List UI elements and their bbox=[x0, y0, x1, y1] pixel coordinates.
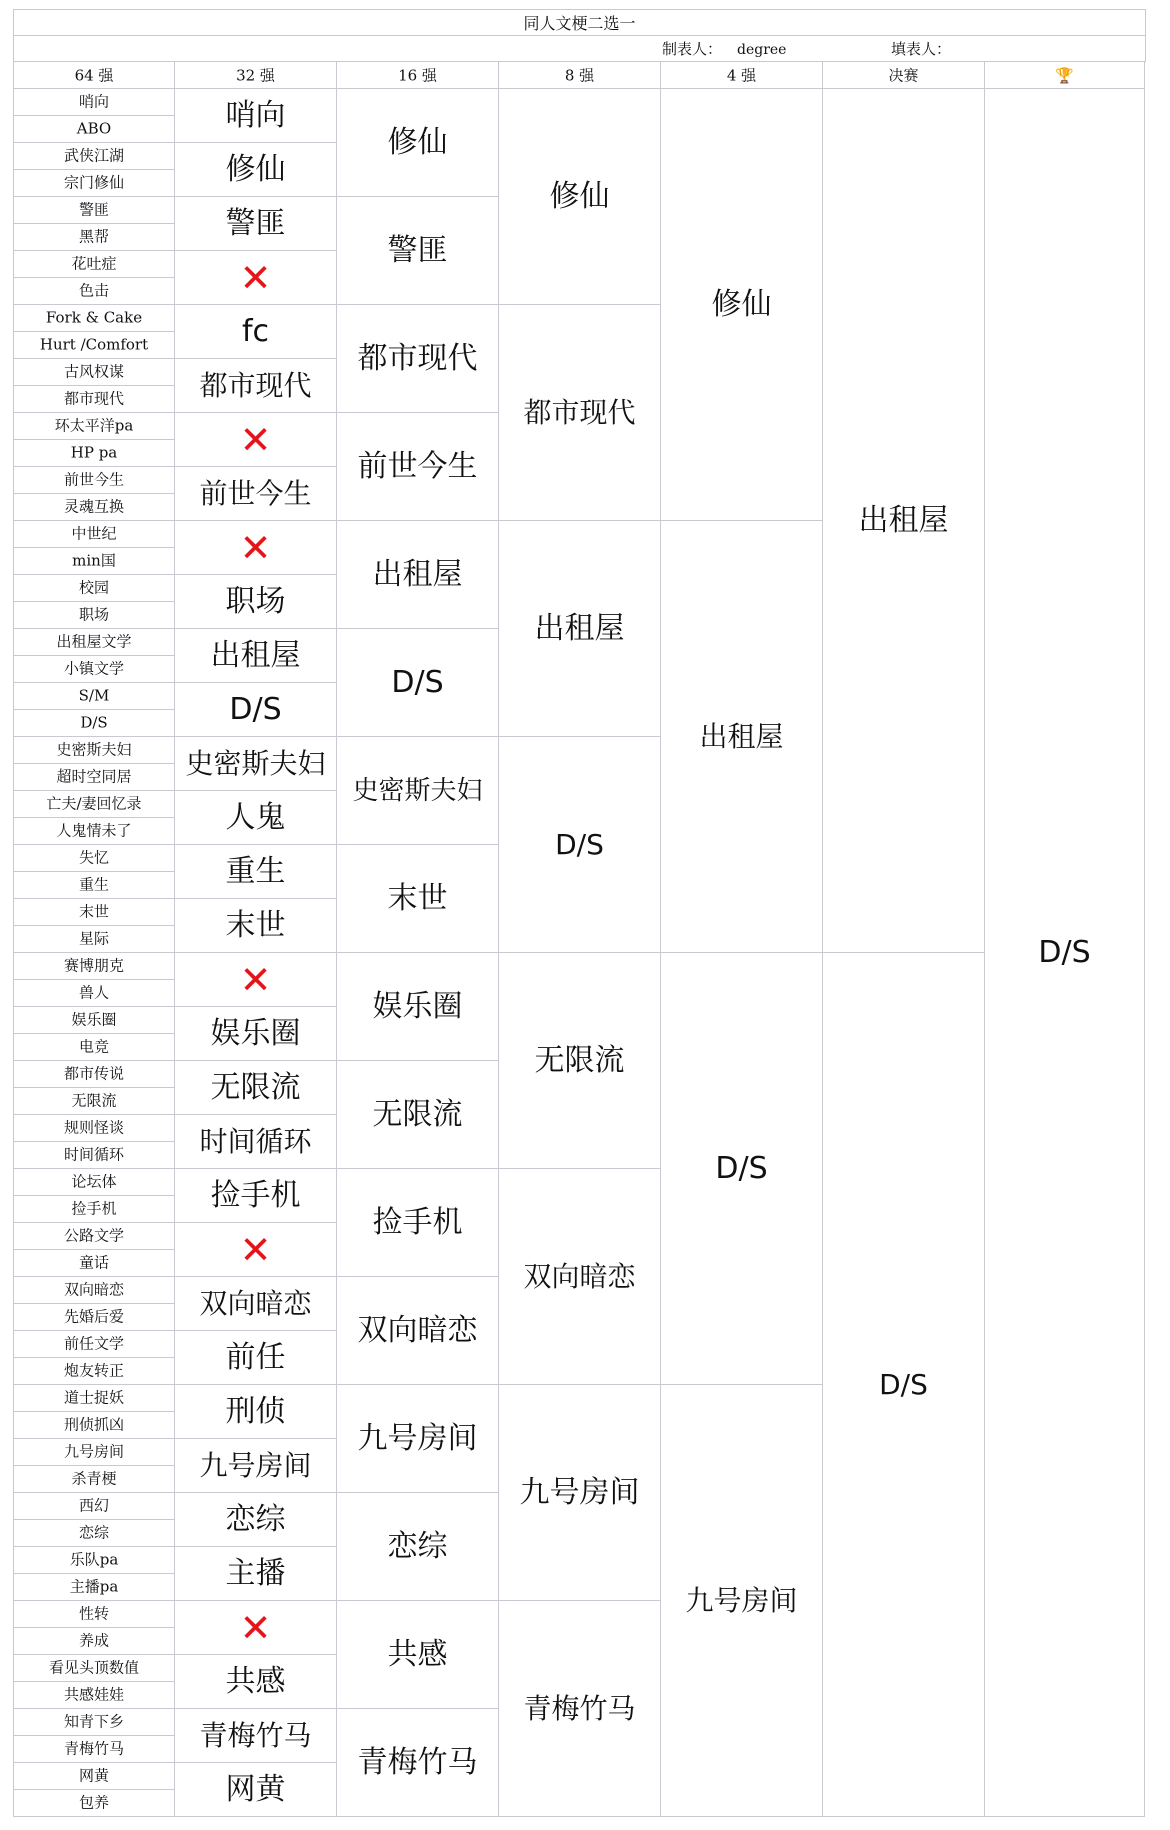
r64-cell bbox=[13, 1574, 175, 1601]
r64-cell bbox=[13, 251, 175, 278]
r32-cell bbox=[175, 1277, 337, 1331]
r64-cell bbox=[13, 737, 175, 764]
r32-cell bbox=[175, 1709, 337, 1763]
filler-label: 填表人： bbox=[891, 40, 952, 58]
r64-cell bbox=[13, 1520, 175, 1547]
header-label: 64 强 bbox=[74, 66, 114, 85]
r64-entry: 先婚后爱 bbox=[63, 1307, 125, 1326]
r16-cell bbox=[337, 845, 499, 953]
r64-entry: 小镇文学 bbox=[63, 659, 125, 678]
r32-entry: 史密斯夫妇 bbox=[185, 746, 326, 780]
r16-entry: 共感 bbox=[387, 1636, 448, 1672]
r64-cell bbox=[13, 143, 175, 170]
r8-entry: 双向暗恋 bbox=[523, 1259, 636, 1293]
r8-cell bbox=[499, 953, 661, 1169]
r64-cell bbox=[13, 602, 175, 629]
r64-entry: 色击 bbox=[78, 281, 110, 300]
r8-cell bbox=[499, 737, 661, 953]
r32-cell bbox=[175, 1493, 337, 1547]
r8-entry: 都市现代 bbox=[523, 395, 636, 429]
r16-entry: 出租屋 bbox=[372, 556, 463, 592]
r32-entry: 人鬼 bbox=[225, 799, 286, 835]
r16-cell bbox=[337, 1709, 499, 1817]
r64-cell bbox=[13, 1628, 175, 1655]
r64-entry: 失忆 bbox=[78, 848, 110, 867]
r64-cell bbox=[13, 1088, 175, 1115]
r32-entry: 都市现代 bbox=[199, 368, 312, 402]
r16-cell bbox=[337, 737, 499, 845]
r4-cell bbox=[661, 953, 823, 1385]
r32-entry: 九号房间 bbox=[199, 1448, 312, 1482]
r32-entry: 时间循环 bbox=[199, 1124, 312, 1158]
r64-entry: 规则怪谈 bbox=[63, 1118, 125, 1137]
r64-cell bbox=[13, 1493, 175, 1520]
r32-entry: 捡手机 bbox=[210, 1177, 301, 1213]
r64-entry: 人鬼情未了 bbox=[56, 821, 132, 840]
final-cell bbox=[823, 89, 985, 953]
r64-cell bbox=[13, 386, 175, 413]
r16-cell bbox=[337, 1385, 499, 1493]
r64-cell bbox=[13, 1007, 175, 1034]
maker-value: degree bbox=[737, 42, 787, 58]
r64-entry: 道士捉妖 bbox=[63, 1388, 125, 1407]
final-cell bbox=[823, 953, 985, 1817]
r64-cell bbox=[13, 926, 175, 953]
r32-cell bbox=[175, 1223, 337, 1277]
r64-cell bbox=[13, 548, 175, 575]
r64-cell bbox=[13, 1709, 175, 1736]
r32-entry: 青梅竹马 bbox=[199, 1718, 312, 1752]
r32-cell bbox=[175, 1061, 337, 1115]
r64-cell bbox=[13, 1412, 175, 1439]
r64-entry: 职场 bbox=[78, 605, 110, 624]
r64-entry: 杀青梗 bbox=[71, 1469, 117, 1488]
r64-cell bbox=[13, 224, 175, 251]
r64-entry: 九号房间 bbox=[63, 1442, 125, 1461]
final-entry: D/S bbox=[879, 1367, 928, 1401]
r64-entry: 出租屋文学 bbox=[56, 632, 132, 651]
r16-entry: 恋综 bbox=[387, 1528, 448, 1564]
r8-entry: 无限流 bbox=[534, 1042, 625, 1078]
r32-entry: fc bbox=[241, 313, 270, 349]
r32-cell bbox=[175, 1115, 337, 1169]
r64-entry: 知青下乡 bbox=[63, 1712, 125, 1731]
r64-entry: 主播pa bbox=[69, 1577, 119, 1596]
r64-cell bbox=[13, 89, 175, 116]
r4-cell bbox=[661, 521, 823, 953]
r64-entry: min国 bbox=[72, 551, 116, 570]
r16-cell bbox=[337, 1169, 499, 1277]
eliminated-mark: ✕ bbox=[239, 525, 272, 570]
header-label: 决赛 bbox=[888, 66, 919, 85]
r64-entry: 警匪 bbox=[78, 200, 110, 219]
r64-cell bbox=[13, 521, 175, 548]
r64-entry: 赛博朋克 bbox=[63, 956, 125, 975]
r64-cell bbox=[13, 494, 175, 521]
r64-cell bbox=[13, 1277, 175, 1304]
r32-cell bbox=[175, 413, 337, 467]
eliminated-mark: ✕ bbox=[239, 417, 272, 462]
r64-entry: 星际 bbox=[78, 929, 110, 948]
r64-cell bbox=[13, 170, 175, 197]
header-label: 32 强 bbox=[236, 66, 275, 85]
r32-entry: 共感 bbox=[225, 1663, 286, 1699]
r8-cell bbox=[499, 1385, 661, 1601]
r64-cell bbox=[13, 845, 175, 872]
header-r32 bbox=[175, 62, 337, 89]
r64-entry: 捡手机 bbox=[71, 1199, 117, 1218]
r64-entry: 青梅竹马 bbox=[63, 1739, 125, 1758]
r16-entry: 捡手机 bbox=[372, 1204, 463, 1240]
r64-cell bbox=[13, 629, 175, 656]
header-r8 bbox=[499, 62, 661, 89]
r64-entry: 花吐症 bbox=[71, 254, 117, 273]
r64-cell bbox=[13, 1385, 175, 1412]
header-label: 8 强 bbox=[564, 66, 595, 85]
r8-entry: 修仙 bbox=[549, 178, 610, 214]
r64-cell bbox=[13, 1466, 175, 1493]
r64-entry: 史密斯夫妇 bbox=[56, 740, 132, 759]
r8-entry: 出租屋 bbox=[534, 610, 625, 646]
r64-cell bbox=[13, 1655, 175, 1682]
r32-cell bbox=[175, 251, 337, 305]
r64-cell bbox=[13, 818, 175, 845]
r8-entry: 九号房间 bbox=[519, 1474, 640, 1510]
r32-entry: 重生 bbox=[225, 853, 286, 889]
r32-entry: 刑侦 bbox=[225, 1393, 286, 1429]
r32-cell bbox=[175, 143, 337, 197]
r32-cell bbox=[175, 1007, 337, 1061]
r64-cell bbox=[13, 278, 175, 305]
r16-entry: 青梅竹马 bbox=[357, 1744, 478, 1780]
eliminated-mark: ✕ bbox=[239, 255, 272, 300]
r32-cell bbox=[175, 89, 337, 143]
r64-cell bbox=[13, 1034, 175, 1061]
header-champion bbox=[985, 62, 1145, 89]
r64-entry: 电竞 bbox=[78, 1037, 110, 1056]
r32-cell bbox=[175, 1601, 337, 1655]
r64-entry: 哨向 bbox=[78, 92, 110, 111]
eliminated-mark: ✕ bbox=[239, 1605, 272, 1650]
r32-entry: 恋综 bbox=[225, 1501, 286, 1537]
r16-cell bbox=[337, 1061, 499, 1169]
r16-cell bbox=[337, 1277, 499, 1385]
r16-cell bbox=[337, 521, 499, 629]
r8-cell bbox=[499, 1601, 661, 1817]
r64-entry: Fork & Cake bbox=[45, 308, 143, 327]
header-label: 4 强 bbox=[726, 66, 757, 85]
r32-cell bbox=[175, 899, 337, 953]
r64-cell bbox=[13, 872, 175, 899]
r4-cell bbox=[661, 1385, 823, 1817]
r64-entry: 重生 bbox=[78, 875, 110, 894]
r16-cell bbox=[337, 413, 499, 521]
r32-cell bbox=[175, 521, 337, 575]
r64-entry: 乐队pa bbox=[69, 1550, 119, 1569]
r32-cell bbox=[175, 791, 337, 845]
r64-entry: 古风权谋 bbox=[63, 362, 125, 381]
r32-entry: 无限流 bbox=[210, 1069, 301, 1105]
r64-cell bbox=[13, 1439, 175, 1466]
r64-entry: 时间循环 bbox=[63, 1145, 125, 1164]
r64-entry: 灵魂互换 bbox=[63, 497, 125, 516]
r16-entry: 无限流 bbox=[372, 1096, 463, 1132]
r64-cell bbox=[13, 359, 175, 386]
r8-cell bbox=[499, 1169, 661, 1385]
r32-entry: 出租屋 bbox=[210, 637, 301, 673]
r16-entry: 前世今生 bbox=[357, 448, 478, 484]
r16-entry: 娱乐圈 bbox=[372, 988, 463, 1024]
header-r64 bbox=[13, 62, 175, 89]
r64-cell bbox=[13, 1061, 175, 1088]
r64-cell bbox=[13, 710, 175, 737]
r32-entry: 警匪 bbox=[225, 205, 286, 241]
r8-cell bbox=[499, 89, 661, 305]
r64-cell bbox=[13, 899, 175, 926]
r32-cell bbox=[175, 953, 337, 1007]
r32-cell bbox=[175, 845, 337, 899]
r32-cell bbox=[175, 1763, 337, 1817]
r64-cell bbox=[13, 791, 175, 818]
r16-entry: 修仙 bbox=[387, 124, 448, 160]
r64-entry: 亡夫/妻回忆录 bbox=[46, 794, 142, 813]
r16-entry: 九号房间 bbox=[357, 1420, 478, 1456]
r8-entry: D/S bbox=[555, 827, 604, 861]
r16-cell bbox=[337, 197, 499, 305]
r64-entry: 前任文学 bbox=[63, 1334, 125, 1353]
r8-cell bbox=[499, 305, 661, 521]
r64-entry: 性转 bbox=[78, 1604, 110, 1623]
r32-entry: 前任 bbox=[225, 1339, 286, 1375]
r16-entry: 史密斯夫妇 bbox=[352, 775, 483, 806]
r64-entry: 娱乐圈 bbox=[71, 1010, 117, 1029]
r32-cell bbox=[175, 1439, 337, 1493]
r64-cell bbox=[13, 305, 175, 332]
r32-entry: 前世今生 bbox=[199, 476, 312, 510]
r64-entry: 黑帮 bbox=[78, 227, 110, 246]
r4-entry: 九号房间 bbox=[685, 1583, 798, 1617]
r64-cell bbox=[13, 197, 175, 224]
r64-entry: 恋综 bbox=[78, 1523, 110, 1542]
r64-entry: 前世今生 bbox=[63, 470, 125, 489]
r64-cell bbox=[13, 1358, 175, 1385]
r16-cell bbox=[337, 1601, 499, 1709]
r64-cell bbox=[13, 683, 175, 710]
maker-label: 制表人： bbox=[662, 40, 723, 58]
r64-entry: 中世纪 bbox=[71, 524, 117, 543]
r64-cell bbox=[13, 575, 175, 602]
r32-entry: 职场 bbox=[225, 583, 286, 619]
r32-entry: 娱乐圈 bbox=[210, 1015, 301, 1051]
r64-cell bbox=[13, 1736, 175, 1763]
eliminated-mark: ✕ bbox=[239, 1227, 272, 1272]
r32-cell bbox=[175, 359, 337, 413]
r64-entry: 公路文学 bbox=[63, 1226, 125, 1245]
header-r16 bbox=[337, 62, 499, 89]
r64-entry: 校园 bbox=[78, 578, 110, 597]
r32-entry: 双向暗恋 bbox=[199, 1286, 312, 1320]
r64-cell bbox=[13, 413, 175, 440]
r16-entry: 都市现代 bbox=[357, 340, 478, 376]
title-row bbox=[13, 9, 1146, 36]
r64-entry: 网黄 bbox=[78, 1766, 110, 1785]
r64-cell bbox=[13, 1601, 175, 1628]
meta-row bbox=[13, 36, 1146, 62]
r32-cell bbox=[175, 1547, 337, 1601]
r64-entry: 看见头顶数值 bbox=[48, 1658, 140, 1677]
r4-entry: D/S bbox=[715, 1150, 768, 1186]
header-r4 bbox=[661, 62, 823, 89]
r32-cell bbox=[175, 197, 337, 251]
r8-entry: 青梅竹马 bbox=[523, 1691, 636, 1725]
r32-cell bbox=[175, 1385, 337, 1439]
champion-cell bbox=[985, 89, 1145, 1817]
r32-cell bbox=[175, 1169, 337, 1223]
r32-cell bbox=[175, 575, 337, 629]
r64-cell bbox=[13, 1223, 175, 1250]
r32-entry: 修仙 bbox=[225, 151, 286, 187]
r16-cell bbox=[337, 953, 499, 1061]
r64-entry: 共感娃娃 bbox=[63, 1685, 125, 1704]
champion-entry: D/S bbox=[1038, 934, 1091, 970]
r16-entry: 警匪 bbox=[387, 232, 448, 268]
r64-cell bbox=[13, 1763, 175, 1790]
r8-cell bbox=[499, 521, 661, 737]
r64-entry: 刑侦抓凶 bbox=[63, 1415, 125, 1434]
r64-entry: 无限流 bbox=[71, 1091, 117, 1110]
r32-cell bbox=[175, 1331, 337, 1385]
r64-cell bbox=[13, 1331, 175, 1358]
r64-cell bbox=[13, 1196, 175, 1223]
r64-cell bbox=[13, 953, 175, 980]
r64-entry: 炮友转正 bbox=[63, 1361, 125, 1380]
r32-entry: D/S bbox=[229, 691, 282, 727]
r4-cell bbox=[661, 89, 823, 521]
r64-cell bbox=[13, 1142, 175, 1169]
r64-cell bbox=[13, 656, 175, 683]
r64-entry: 都市现代 bbox=[63, 389, 125, 408]
r64-cell bbox=[13, 1790, 175, 1817]
page-title: 同人文梗二选一 bbox=[523, 14, 636, 33]
r64-entry: 双向暗恋 bbox=[63, 1280, 125, 1299]
r32-cell bbox=[175, 467, 337, 521]
r32-entry: 主播 bbox=[225, 1555, 286, 1591]
r4-entry: 出租屋 bbox=[699, 719, 784, 753]
r16-cell bbox=[337, 629, 499, 737]
r64-cell bbox=[13, 1115, 175, 1142]
r64-cell bbox=[13, 440, 175, 467]
r32-entry: 网黄 bbox=[225, 1771, 286, 1807]
r64-entry: HP pa bbox=[70, 443, 118, 462]
r64-cell bbox=[13, 1169, 175, 1196]
r64-entry: 童话 bbox=[78, 1253, 110, 1272]
r32-cell bbox=[175, 683, 337, 737]
r64-entry: S/M bbox=[78, 686, 110, 705]
header-label: 16 强 bbox=[398, 66, 437, 85]
r64-entry: Hurt /Comfort bbox=[39, 335, 149, 354]
r64-entry: 包养 bbox=[78, 1793, 110, 1812]
r4-entry: 修仙 bbox=[711, 286, 772, 322]
r32-cell bbox=[175, 305, 337, 359]
r32-cell bbox=[175, 1655, 337, 1709]
r16-entry: 末世 bbox=[387, 880, 448, 916]
r64-entry: 养成 bbox=[78, 1631, 110, 1650]
final-entry: 出租屋 bbox=[858, 502, 949, 538]
r64-entry: 末世 bbox=[78, 902, 110, 921]
r64-cell bbox=[13, 467, 175, 494]
r64-entry: ABO bbox=[76, 119, 112, 138]
r64-cell bbox=[13, 332, 175, 359]
r64-cell bbox=[13, 1304, 175, 1331]
r16-cell bbox=[337, 89, 499, 197]
eliminated-mark: ✕ bbox=[239, 957, 272, 1002]
r32-entry: 哨向 bbox=[225, 97, 286, 133]
r64-entry: 环太平洋pa bbox=[54, 416, 134, 435]
r16-cell bbox=[337, 305, 499, 413]
r32-entry: 末世 bbox=[225, 907, 286, 943]
r64-entry: 武侠江湖 bbox=[63, 146, 125, 165]
r32-cell bbox=[175, 737, 337, 791]
r16-cell bbox=[337, 1493, 499, 1601]
r16-entry: 双向暗恋 bbox=[357, 1312, 478, 1348]
r64-entry: 论坛体 bbox=[71, 1172, 117, 1191]
r64-entry: D/S bbox=[80, 713, 108, 732]
r64-entry: 超时空同居 bbox=[56, 767, 132, 786]
r64-cell bbox=[13, 116, 175, 143]
r64-entry: 西幻 bbox=[78, 1496, 110, 1515]
r32-cell bbox=[175, 629, 337, 683]
r64-entry: 兽人 bbox=[78, 983, 110, 1002]
r64-entry: 宗门修仙 bbox=[63, 173, 125, 192]
r64-cell bbox=[13, 1547, 175, 1574]
r64-cell bbox=[13, 1682, 175, 1709]
r64-cell bbox=[13, 764, 175, 791]
r16-entry: D/S bbox=[391, 664, 444, 700]
header-label: 🏆 bbox=[1055, 66, 1074, 85]
r64-entry: 都市传说 bbox=[63, 1064, 125, 1083]
r64-cell bbox=[13, 1250, 175, 1277]
header-final bbox=[823, 62, 985, 89]
r64-cell bbox=[13, 980, 175, 1007]
